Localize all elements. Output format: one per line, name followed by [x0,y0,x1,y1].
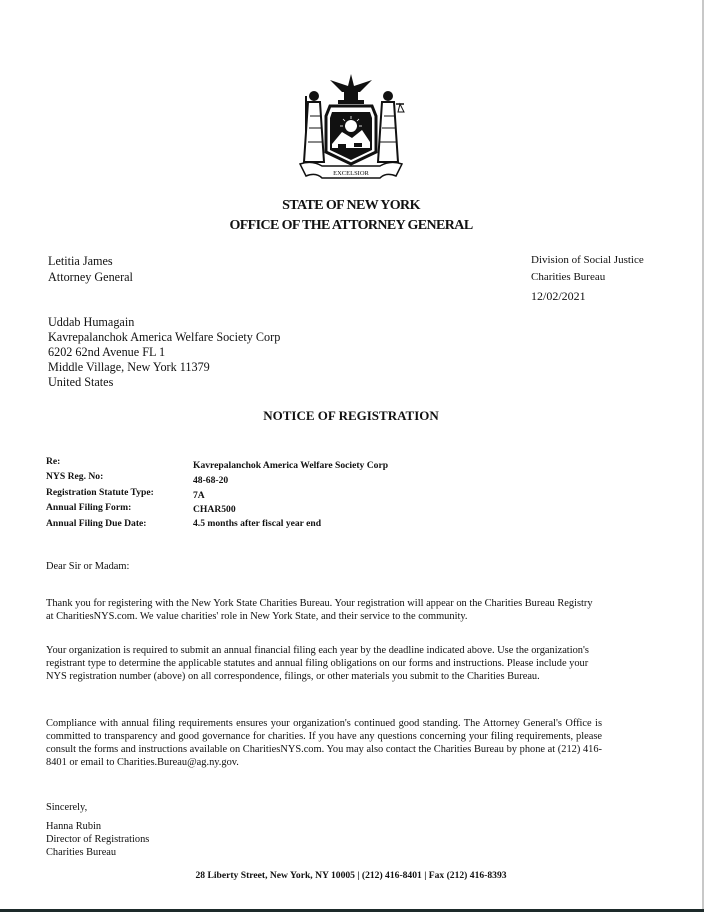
header-state: STATE OF NEW YORK [282,198,420,213]
detail-value-statute: 7A [193,490,205,501]
division-bureau: Charities Bureau [531,271,606,283]
salutation: Dear Sir or Madam: [46,561,130,572]
recipient-country: United States [48,375,114,389]
sender-name: Letitia James [48,254,113,268]
detail-value-form: CHAR500 [193,504,236,515]
signer-title: Director of Registrations [46,834,150,845]
new-york-state-seal-icon [292,66,410,182]
sender-title: Attorney General [48,270,133,284]
seal-motto: EXCELSIOR [333,170,369,177]
signer-bureau: Charities Bureau [46,847,117,858]
letter-date: 12/02/2021 [531,289,586,303]
detail-label-form: Annual Filing Form: [46,502,132,513]
division-name: Division of Social Justice [531,254,644,266]
detail-value-re: Kavrepalanchok America Welfare Society Corp [193,460,389,471]
detail-value-due-date: 4.5 months after fiscal year end [193,518,322,529]
recipient-organization: Kavrepalanchok America Welfare Society Corp [48,330,281,344]
detail-value-reg-no: 48-68-20 [193,475,229,486]
notice-title: NOTICE OF REGISTRATION [263,408,439,423]
closing-valediction: Sincerely, [46,802,88,813]
recipient-address2: Middle Village, New York 11379 [48,360,210,374]
detail-label-due-date: Annual Filing Due Date: [46,518,147,529]
paragraph-1: Thank you for registering with the New York State Charities Bureau. Your registration will appear on the Charities Bureau Registry at CharitiesNYS.com. We value charities' role in New York State, and their service to the community. [46,598,593,622]
detail-label-reg-no: NYS Reg. No: [46,471,104,482]
paragraph-3: Compliance with annual filing requirements ensures your organization's continued good standing. The Attorney General's Office is committed to transparency and good governance for charities. If you have any questions concerning your filing requirements, please consult the forms and instructions available on CharitiesNYS.com. You may also contact the Charities Bureau by phone at (212) 416-8401 or email to Charities.Bureau@ag.ny.gov. [46,718,602,768]
recipient-address1: 6202 62nd Avenue FL 1 [48,345,166,359]
recipient-name: Uddab Humagain [48,315,135,329]
header-office: OFFICE OF THE ATTORNEY GENERAL [229,218,473,233]
paragraph-2: Your organization is required to submit an annual financial filing each year by the deadline indicated above. Use the organization's registrant type to determine the applicable statutes and annual filing obligations on our forms and instructions. Please include your NYS registration number (above) on all correspondence, filings, or other materials you submit to the Charities Bureau. [46,645,589,682]
detail-label-statute: Registration Statute Type: [46,487,154,498]
detail-label-re: Re: [46,456,61,467]
signer-name: Hanna Rubin [46,821,102,832]
footer-contact: 28 Liberty Street, New York, NY 10005 | (212) 416-8401 | Fax (212) 416-8393 [195,870,507,881]
